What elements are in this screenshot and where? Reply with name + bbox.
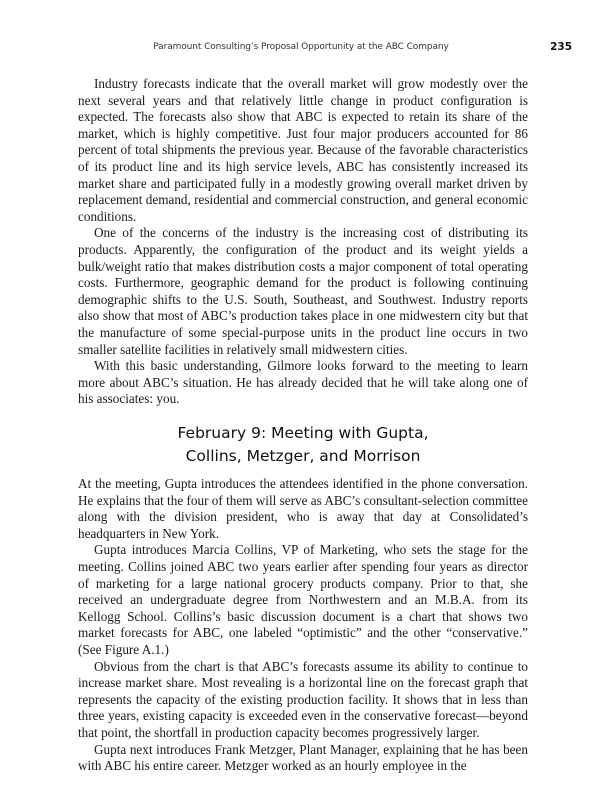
paragraph: One of the concerns of the industry is the increasing cost of distributing its products. Apparently, the configuration of the product and its weight yields a bulk/weight ratio that makes distribution costs a major component of total operating costs. Furthermore, geographic demand for the product is following continuing demographic shifts to the U.S. South, Southeast, and Southwest. Industry reports also show that most of ABC’s production takes place in one midwestern city but that the manufacture of some special-purpose units in the product line occurs in two smaller satellite facilities in relatively small midwestern cities. [78,225,528,357]
paragraph: Gupta introduces Marcia Collins, VP of Marketing, who sets the stage for the meeting. Collins joined ABC two years earlier after spending four years as director of marketing for a large national grocery products company. Prior to that, she received an undergraduate degree from Northwestern and an M.B.A. from its Kellogg School. Collins’s basic discussion document is a chart that shows two market forecasts for ABC, one labeled “optimistic” and the other “conservative.” (See Figure A.1.) [78,542,528,657]
paragraph: Obvious from the chart is that ABC’s forecasts assume its ability to continue to increase market share. Most revealing is a horizontal line on the forecast graph that represents the capacity of the existing production facility. It shows that in less than three years, existing capacity is exceeded even in the conservative forecast—beyond that point, the shortfall in production capacity becomes progressively larger. [78,658,528,740]
running-title: Paramount Consulting’s Proposal Opportunity at the ABC Company [153,42,449,52]
intro-section [78,76,528,408]
section-heading [78,422,528,468]
meeting-section [78,476,528,775]
paragraph: With this basic understanding, Gilmore looks forward to the meeting to learn more about ABC’s situation. He has already decided that he will take along one of his associates: you. [78,358,528,407]
paragraph: Industry forecasts indicate that the overall market will grow modestly over the next several years and that relatively little change in product configuration is expected. The forecasts also show that ABC is expected to retain its share of the market, which is highly competitive. Just four major producers accounted for 86 percent of total shipments the previous year. Because of the favorable characteristics of its product line and its high service levels, ABC has consistently increased its market share and participated fully in a modestly growing overall market driven by replacement demand, residential and commercial construction, and general economic conditions. [78,76,528,224]
paragraph: At the meeting, Gupta introduces the attendees identified in the phone conversation. He explains that the four of them will serve as ABC’s consultant-selection committee along with the division president, who is away that day at Consolidated’s headquarters in New York. [78,476,528,541]
section-heading-line-1: February 9: Meeting with Gupta, [177,424,429,442]
section-heading-line-2: Collins, Metzger, and Morrison [185,447,421,465]
running-header [0,36,602,56]
paragraph: Gupta next introduces Frank Metzger, Plant Manager, explaining that he has been with ABC his entire career. Metzger worked as an hourly employee in the [78,741,528,774]
page-number: 235 [550,41,572,53]
